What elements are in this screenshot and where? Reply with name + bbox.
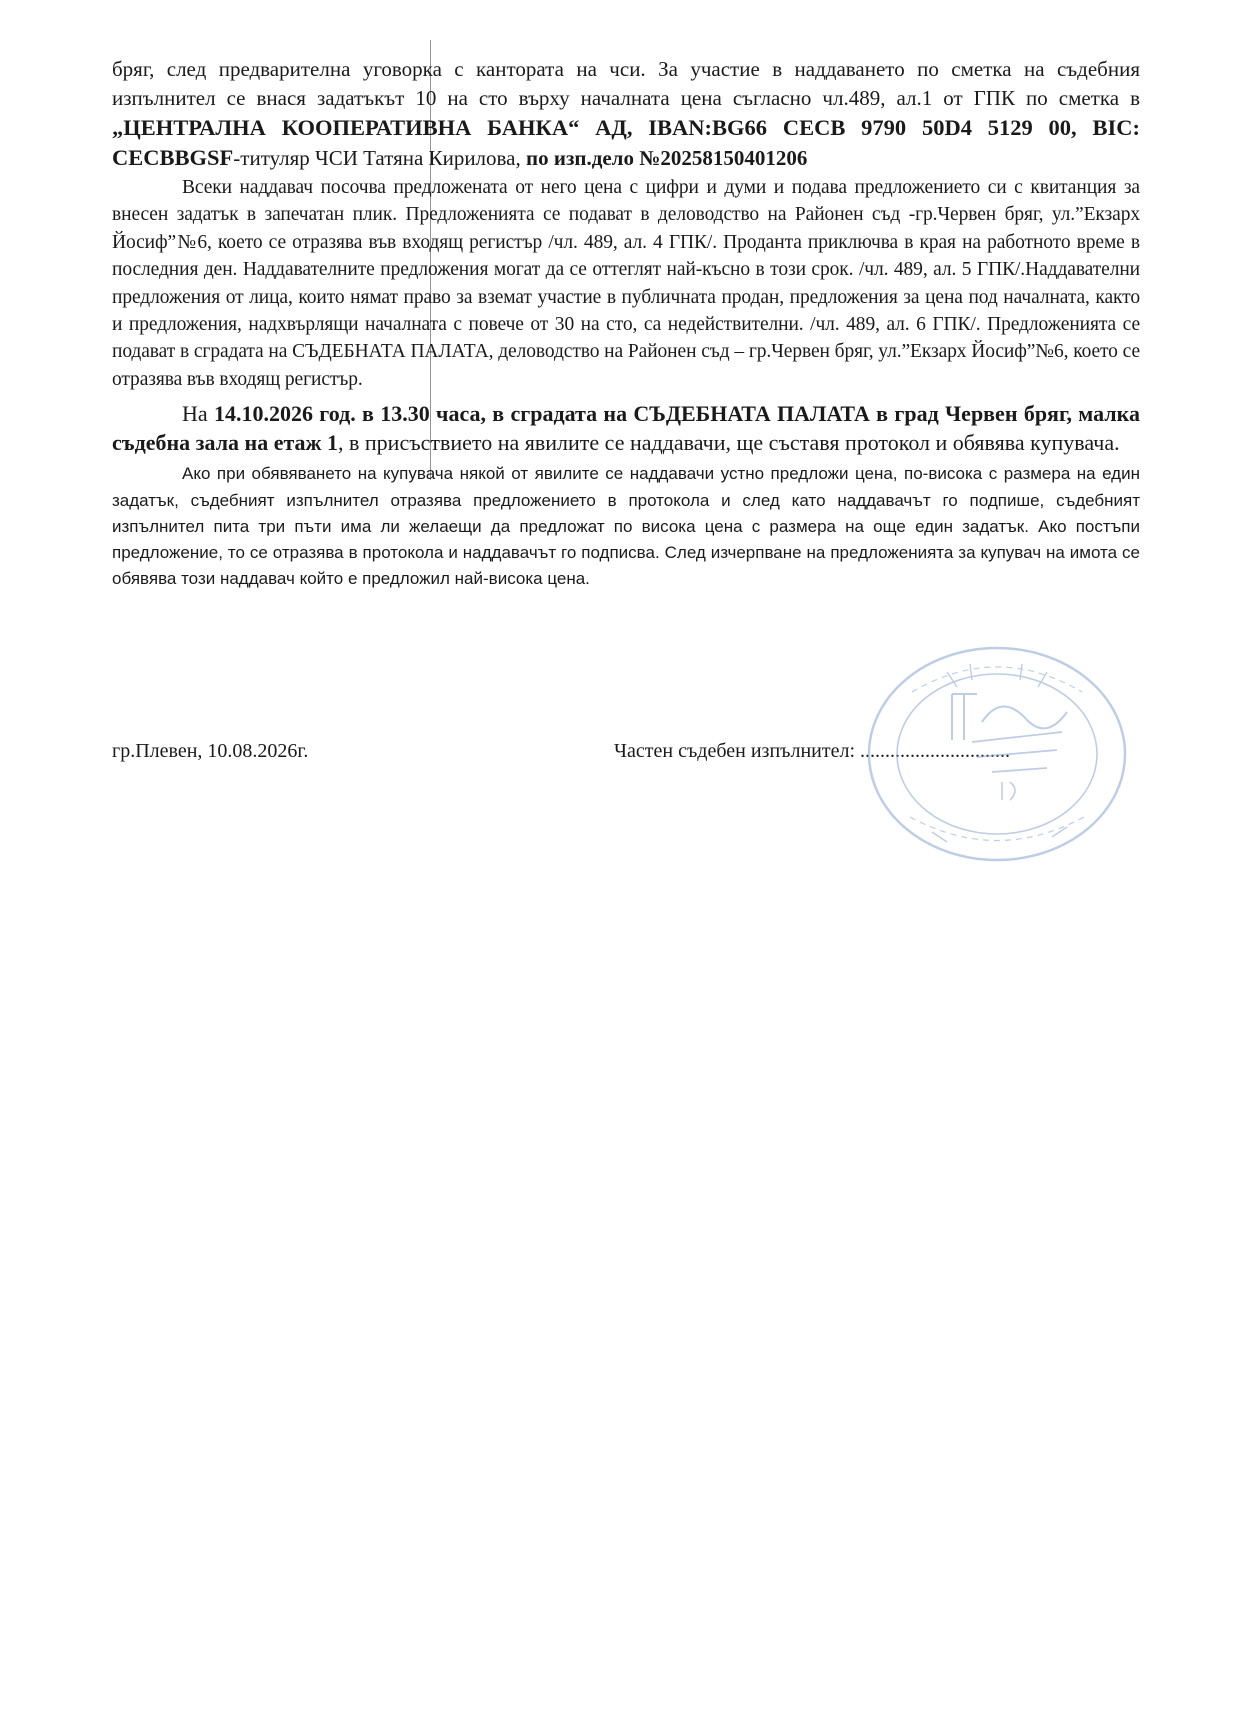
account-holder: -титуляр ЧСИ Татяна Кирилова, — [233, 146, 526, 170]
hearing-time-place: 13.30 часа, в сградата на СЪДЕБНАТА ПАЛАТА в град Червен бряг, малка съдебна зала на етаж 1 — [112, 401, 1140, 456]
place-and-date: гр.Плевен, 10.08.2026г. — [112, 740, 309, 762]
hearing-paragraph — [112, 399, 1140, 457]
case-number: по изп.дело №20258150401206 — [526, 146, 808, 170]
bailiff-signature-line: Частен съдебен изпълнител: .............................. — [614, 740, 1011, 762]
bank-account-details: „ЦЕНТРАЛНА КООПЕРАТИВНА БАНКА“ АД, IBAN:BG66 CECB 9790 50D4 5129 00, BIC: CECBBGSF — [112, 115, 1140, 170]
hearing-in: в — [362, 401, 374, 427]
document-body — [112, 55, 1140, 593]
buyer-paragraph: Ако при обявяването на купувача някой от явилите се наддавачи устно предложи цена, по-висока с размера на един задатък, съдебният изпълнител отразява предложението в протокола и след като наддавачът го подпише, съдебният изпълнител пита три пъти има ли желаещи да предложат по висока цена с размера на още един задатък. Ако постъпи предложение, то се отразява в протокола и наддавачът го подписва. След изчерпване на предложенията за купувач на имота се обявява този наддавач който е предложил най-висока цена. — [112, 464, 1140, 589]
hearing-rest: , в присъствието на явилите се наддавачи, ще съставя протокол и обявява купувача. — [338, 430, 1120, 456]
hearing-lead: На — [182, 401, 214, 427]
bids-paragraph: Всеки наддавач посочва предложената от него цена с цифри и думи и подава предложението си с квитанция за внесен задатък в запечатан плик. Предложенията се подават в деловодство на Районен съд -гр.Червен бряг, ул.”Екзарх Йосиф”№6, което се отразява във входящ регистър /чл. 489, ал. 4 ГПК/. Проданта приключва в края на работното време в последния ден. Наддавателните предложения могат да се оттеглят най-късно в този срок. /чл. 489, ал. 5 ГПК/.Наддавателни предложения от лица, които нямат право за вземат участие в публичната продан, предложения за цена под началната, както и предложения, надхвърлящи началната с повече от 30 на сто, са недействителни. /чл. 489, ал. 6 ГПК/. Предложенията се подават в сградата на СЪДЕБНАТА ПАЛАТА, деловодство на Районен съд – гр.Червен бряг, ул.”Екзарх Йосиф”№6, което се отразява във входящ регистър. — [112, 177, 1140, 390]
circular-seal-stamp-icon — [852, 632, 1142, 872]
hearing-date: 14.10.2026 год. — [213, 401, 356, 427]
deposit-paragraph — [112, 55, 1140, 173]
deposit-text: бряг, след предварителна уговорка с кантората на чси. За участие в наддаването по сметка на съдебния изпълнител се внася задатъкът 10 на сто върху началната цена съгласно чл.489, ал.1 от ГПК по сметка в — [112, 57, 1140, 110]
